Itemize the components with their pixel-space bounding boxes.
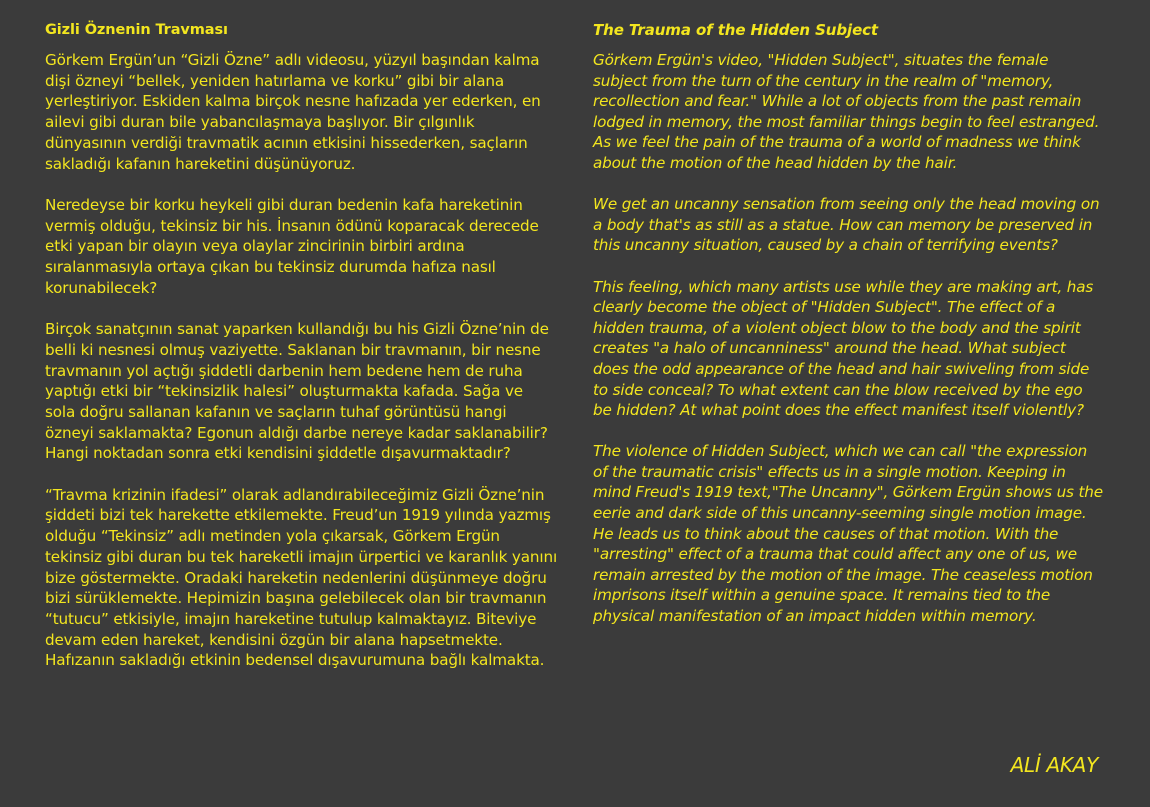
turkish-paragraph-4: “Travma krizinin ifadesi” olarak adlandırabileceğimiz Gizli Özne’nin şiddeti bizi tek harekette etkilemekte. Freud’un 1919 yılında yazmış olduğu “Tekinsiz” adlı metinden yola çıkarsak, Görkem Ergün tekinsiz gibi duran bu tek hareketli imajın ürpertici ve karanlık yanını bize göstermekte. Oradaki hareketin nedenlerini düşünmeye doğru bizi sürüklemekte. Hepimizin başına gelebilecek olan bir travmanın “tutucu” etkisiyle, imajın hareketine tutulup kalmaktayız. Biteviye devam eden hareket, kendisini özgün bir alana hapsetmekte. Hafızanın sakladığı etkinin bedensel dışavurumuna bağlı kalmakta. (45, 485, 558, 670)
turkish-paragraph-1: Görkem Ergün’un “Gizli Özne” adlı videosu, yüzyıl başından kalma dişi özneyi “bellek, yeniden hatırlama ve korku” gibi bir alana yerleştiriyor. Eskiden kalma birçok nesne hafızada yer ederken, en ailevi gibi duran bile yabancılaşmaya başlıyor. Bir çılgınlık dünyasının verdiği travmatik acının etkisini hissederken, saçların sakladığı kafanın hareketini düşünüyoruz. (45, 51, 541, 173)
turkish-title: Gizli Öznenin Travması (45, 22, 228, 38)
turkish-paragraph-3: Birçok sanatçının sanat yaparken kullandığı bu his Gizli Özne’nin de belli ki nesnesi olmuş vaziyette. Saklanan bir travmanın, bir nesne travmanın yol açtığı şiddetli darbenin hem bedene hem de ruha yaptığı etki bir “tekinsizlik halesi” oluşturmakta kafada. Sağa ve sola doğru sallanan kafanın ve saçların tuhaf görüntüsü hangi özneyi saklamakta? Egonun aldığı darbe nereye kadar saklanabilir? Hangi noktadan sonra etki kendisini şiddetle dışavurmaktadır? (45, 320, 549, 463)
turkish-paragraph-2: Neredeyse bir korku heykeli gibi duran bedenin kafa hareketinin vermiş olduğu, tekinsiz bir his. İnsanın ödünü koparacak derecede etki yapan bir olayın veya olaylar zincirinin birbiri ardına sıralanmasıyla ortaya çıkan bu tekinsiz durumda hafıza nasıl korunabilecek? (45, 195, 539, 297)
english-paragraph-3: This feeling, which many artists use while they are making art, has clearly become the object of "Hidden Subject". The effect of a hidden trauma, of a violent object blow to the body and the spirit creates "a halo of uncanniness" around the head. What subject does the odd appearance of the head and hair swiveling from side to side conceal? To what extent can the blow received by the ego be hidden? At what point does the effect manifest itself violently? (593, 277, 1094, 420)
turkish-column (45, 20, 557, 692)
english-column (593, 20, 1105, 647)
author-signature: ALİ AKAY (1010, 753, 1098, 777)
english-paragraph-1: Görkem Ergün's video, "Hidden Subject", situates the female subject from the turn of the century in the realm of "memory, recollection and fear." While a lot of objects from the past remain lodged in memory, the most familiar things begin to feel estranged. As we feel the pain of the trauma of a world of madness we think about the motion of the head hidden by the hair. (593, 51, 1100, 172)
english-paragraph-4: The violence of Hidden Subject, which we can call "the expression of the traumatic crisis" effects us in a single motion. Keeping in mind Freud's 1919 text,"The Uncanny", Görkem Ergün shows us the eerie and dark side of this uncanny-seeming single motion image. He leads us to think about the causes of that motion. With the "arresting" effect of a trauma that could affect any one of us, we remain arrested by the motion of the image. The ceaseless motion imprisons itself within a genuine space. It remains tied to the physical manifestation of an impact hidden within memory. (593, 442, 1103, 626)
english-paragraph-2: We get an uncanny sensation from seeing only the head moving on a body that's as still as a statue. How can memory be preserved in this uncanny situation, caused by a chain of terrifying events? (593, 195, 1100, 255)
english-title: The Trauma of the Hidden Subject (593, 21, 879, 39)
